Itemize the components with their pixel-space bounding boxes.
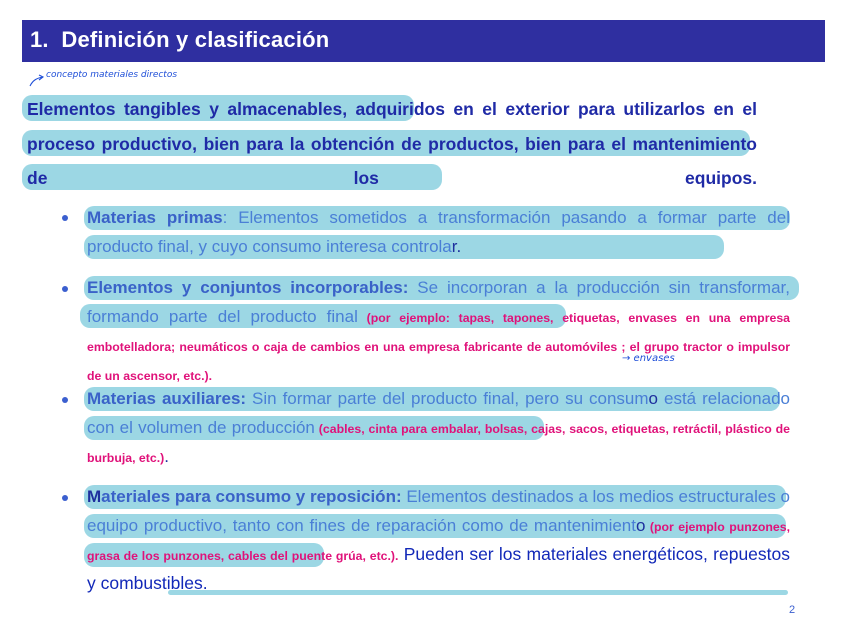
item-example: (cables, cinta para embalar, bolsas, cajas, sacos, etiquetas, retráctil, plástico de burbuja, etc.) [87, 422, 790, 465]
page-number: 2 [789, 604, 796, 616]
item-term: Materias primas [87, 208, 223, 227]
item-sep: : [222, 208, 228, 227]
intro-end: . [752, 168, 757, 188]
bullet-icon [62, 495, 68, 501]
item-desc: Elementos destinados a los medios estructurales o equipo productivo, tanto con fines de reparación como de mantenimient [87, 487, 790, 535]
intro-highlighted: Elementos tangibles y almacenables [27, 99, 343, 119]
title-text: Definición y clasificación [61, 27, 330, 52]
item-desc-2: está relacionado con el volumen de producción [87, 389, 790, 437]
item-desc: Sin formar parte del producto final, pero su consum [246, 389, 649, 408]
item-example-end: . [164, 447, 169, 466]
item-desc: Se incorporan a la producción sin transformar, formando parte del producto final [87, 278, 790, 326]
annotation-arrow-icon [28, 74, 48, 88]
list-item [87, 482, 790, 598]
slide-title [30, 27, 329, 53]
item-example: (por ejemplo punzones, grasa de los punzones, cables del puente grúa, etc.). [87, 520, 790, 563]
list-item [87, 384, 790, 471]
item-tail: Pueden ser los materiales energéticos, repuestos y combustibles. [87, 544, 790, 593]
list-item [87, 273, 790, 389]
item-term: ateriales para consumo y reposición: [101, 487, 402, 506]
item-desc: Elementos sometidos a transformación pasando a formar parte del producto final, y cuyo consumo interesa controla [87, 208, 790, 256]
item-example: (por ejemplo: tapas, tapones, etiquetas, envases en una empresa embotelladora; neumáticos o caja de cambios en una empresa fabricante de automóviles ; el grupo tractor o impulsor de un ascensor, etc.). [87, 311, 790, 383]
title-bar [22, 20, 825, 62]
bullet-icon [62, 397, 68, 403]
intro-rest: , adquiridos en el exterior para utilizarlos en el proceso productivo, bien para la obtención de productos, bien para el mantenimiento de los equipos [27, 99, 757, 188]
item-desc-end: o [635, 516, 646, 535]
item-term: Materias auxiliares: [87, 389, 247, 408]
item-term: Elementos y conjuntos incorporables: [87, 278, 409, 297]
item-lead: M [87, 487, 102, 506]
list-item [87, 203, 790, 261]
item-desc-end: r. [451, 237, 462, 256]
bullet-icon [62, 286, 68, 292]
handwritten-annotation: → envases [622, 353, 675, 364]
title-number: 1. [30, 27, 49, 52]
item-desc-mid: o [648, 389, 659, 408]
bullet-icon [62, 215, 68, 221]
intro-paragraph [27, 92, 757, 196]
handwritten-annotation: concepto materiales directos [46, 70, 178, 80]
